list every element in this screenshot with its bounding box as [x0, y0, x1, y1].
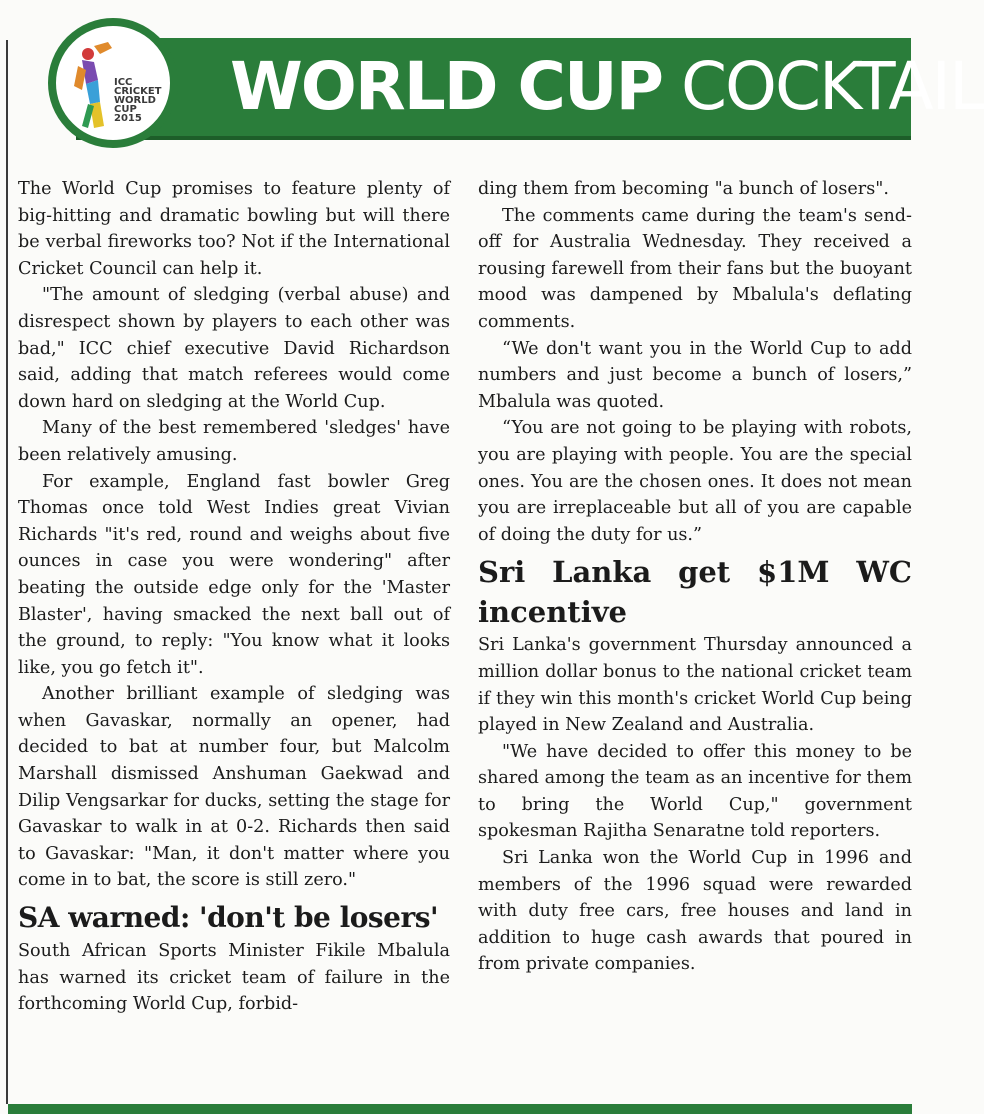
- headline-sri-lanka: Sri Lanka get $1M WC incentive: [478, 555, 912, 630]
- paragraph: Sri Lanka's government Thursday announced a million dollar bonus to the national cricket team if they win this month's cricket World Cup being played in New Zealand and Australia.: [478, 635, 912, 736]
- paragraph: “We don't want you in the World Cup to add numbers and just become a bunch of losers,” Mbalula was quoted.: [478, 338, 912, 412]
- paragraph: "We have decided to offer this money to be shared among the team as an incentive for them to bring the World Cup," government spokesman Rajitha Senaratne told reporters.: [478, 741, 912, 842]
- cricket-world-cup-logo: [48, 18, 178, 148]
- paragraph: Many of the best remembered 'sledges' have been relatively amusing.: [18, 418, 450, 465]
- paragraph: “You are not going to be playing with robots, you are playing with people. You are the special ones. You are the chosen ones. It does not mean you are irreplaceable but all of you are capable of doing the duty for us.”: [478, 418, 912, 545]
- footer-rule: [8, 1104, 912, 1114]
- paragraph: "The amount of sledging (verbal abuse) and disrespect shown by players to each other was bad," ICC chief executive David Richardson said, adding that match referees would come down hard on sledging at the World Cup.: [18, 285, 450, 412]
- paragraph: Another brilliant example of sledging was when Gavaskar, normally an opener, had decided to bat at number four, but Malcolm Marshall dismissed Anshuman Gaekwad and Dilip Vengsarkar for ducks, setting the stage for Gavaskar to walk in at 0-2. Richards then said to Gavaskar: "Man, it don't matter where you come in to bat, the score is still zero.": [18, 684, 450, 891]
- page-title: [230, 38, 984, 136]
- paragraph: For example, England fast bowler Greg Thomas once told West Indies great Vivian Richards "it's red, round and weighs about five ounces in case you were wondering" after beating the outside edge only for the 'Master Blaster', having smacked the next ball out of the ground, to reply: "You know what it looks like, you go fetch it".: [18, 471, 450, 678]
- paragraph: The comments came during the team's send-off for Australia Wednesday. They received a rousing farewell from their fans but the buoyant mood was dampened by Mbalula's deflating comments.: [478, 205, 912, 332]
- article-left-column: [18, 176, 450, 1018]
- paragraph: The World Cup promises to feature plenty of big-hitting and dramatic bowling but will there be verbal fireworks too? Not if the International Cricket Council can help it.: [18, 179, 450, 279]
- title-bold: WORLD CUP: [230, 48, 662, 125]
- logo-wordmark: ICC CRICKET WORLD CUP 2015: [114, 77, 162, 124]
- left-column-rule: [6, 40, 8, 1104]
- paragraph: Sri Lanka won the World Cup in 1996 and members of the 1996 squad were rewarded with duty free cars, free houses and land in addition to huge cash awards that poured in from private companies.: [478, 848, 912, 975]
- title-light: COCKTAIL: [680, 48, 984, 125]
- paragraph: ding them from becoming "a bunch of losers".: [478, 179, 889, 199]
- headline-sa-warned: SA warned: 'don't be losers': [18, 901, 439, 935]
- article-right-column: [478, 176, 912, 978]
- paragraph: South African Sports Minister Fikile Mbalula has warned its cricket team of failure in the forthcoming World Cup, forbid-: [18, 941, 450, 1015]
